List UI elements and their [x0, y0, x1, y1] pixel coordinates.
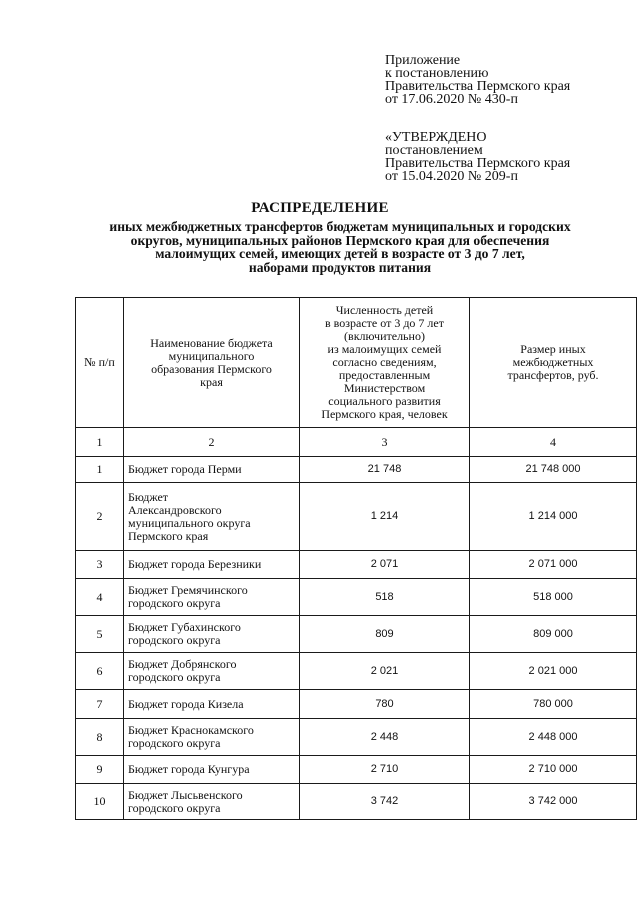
budget-name: [124, 483, 300, 551]
budget-name-line: Бюджет Краснокамского: [128, 723, 254, 737]
header-amount: [470, 298, 637, 428]
budget-name: [124, 579, 300, 616]
transfer-amount: 2 448 000: [470, 719, 637, 756]
header-name-line: образования Пермского: [151, 361, 272, 376]
approved-line: «УТВЕРЖДЕНО: [385, 130, 487, 145]
appendix-line: от 17.06.2020 № 430-п: [385, 92, 518, 107]
document-subtitle: [70, 220, 610, 274]
budget-name: [124, 551, 300, 579]
approved-block: [385, 131, 570, 183]
header-amount-line: межбюджетных: [512, 355, 594, 369]
budget-name-line: городского округа: [128, 670, 221, 684]
row-number: 3: [76, 551, 124, 579]
index-cell: 4: [470, 428, 637, 457]
header-children-line: Численность детей: [335, 303, 434, 317]
budget-name-line: Бюджет Добрянского: [128, 657, 237, 671]
appendix-line: к постановлению: [385, 66, 489, 81]
header-children: [300, 298, 470, 428]
approved-line: от 15.04.2020 № 209-п: [385, 169, 518, 184]
table-row: [76, 457, 637, 483]
budget-name-line: Бюджет города Кунгура: [128, 762, 250, 776]
budget-name-line: Бюджет Лысьвенского: [128, 787, 243, 802]
row-number: 1: [76, 457, 124, 483]
row-number: 5: [76, 616, 124, 653]
appendix-line: Приложение: [385, 53, 461, 68]
transfer-amount: 809 000: [470, 616, 637, 653]
budget-name-line: Бюджет: [128, 489, 169, 504]
subtitle-line: округов, муниципальных районов Пермского края для обеспечения: [130, 232, 550, 248]
subtitle-line: малоимущих семей, имеющих детей в возрасте от 3 до 7 лет,: [155, 246, 525, 261]
budget-name-line: Бюджет Гремячинского: [128, 583, 248, 597]
header-amount-line: трансфертов, руб.: [507, 368, 599, 382]
row-number: 4: [76, 579, 124, 616]
header-name-line: Наименование бюджета: [150, 335, 273, 350]
header-children-line: из малоимущих семей: [327, 342, 442, 356]
transfer-amount: 2 021 000: [470, 653, 637, 690]
budget-name-line: Пермского края: [128, 528, 209, 543]
subtitle-line: наборами продуктов питания: [248, 259, 432, 275]
row-number: 7: [76, 690, 124, 719]
children-count: 2 071: [300, 551, 470, 579]
table-row: [76, 719, 637, 756]
budget-name-line: городского округа: [128, 800, 221, 815]
approved-line: постановлением: [385, 143, 483, 158]
budget-name: [124, 653, 300, 690]
row-number: 8: [76, 719, 124, 756]
row-number: 10: [76, 784, 124, 820]
budget-name: [124, 457, 300, 483]
budget-name: [124, 719, 300, 756]
transfer-amount: 2 710 000: [470, 756, 637, 784]
budget-name-line: городского округа: [128, 736, 221, 750]
budget-name: [124, 690, 300, 719]
header-amount-line: Размер иных: [520, 342, 586, 356]
transfer-amount: 1 214 000: [470, 483, 637, 551]
budget-name-line: Бюджет города Березники: [128, 557, 262, 571]
header-name: [124, 298, 300, 428]
distribution-table: [75, 297, 637, 820]
table-index-row: [76, 428, 637, 457]
budget-name-line: городского округа: [128, 633, 221, 647]
children-count: 1 214: [300, 483, 470, 551]
header-children-line: Министерством: [343, 381, 426, 395]
appendix-block: [385, 54, 570, 106]
table-row: [76, 784, 637, 820]
budget-name: [124, 756, 300, 784]
transfer-amount: 518 000: [470, 579, 637, 616]
index-cell: 2: [124, 428, 300, 457]
index-cell: 3: [300, 428, 470, 457]
budget-name-line: Бюджет Губахинского: [128, 620, 241, 634]
children-count: 2 710: [300, 756, 470, 784]
table-row: [76, 616, 637, 653]
row-number: 2: [76, 483, 124, 551]
header-children-line: (включительно): [344, 329, 425, 343]
children-count: 21 748: [300, 457, 470, 483]
header-children-line: согласно сведениям,: [332, 355, 437, 369]
table-row: [76, 483, 637, 551]
header-num-text: № п/п: [84, 355, 115, 369]
header-children-line: предоставленным: [338, 368, 431, 382]
table-row: [76, 756, 637, 784]
appendix-line: Правительства Пермского края: [385, 79, 571, 94]
table-row: [76, 579, 637, 616]
children-count: 3 742: [300, 784, 470, 820]
children-count: 780: [300, 690, 470, 719]
table-row: [76, 653, 637, 690]
children-count: 809: [300, 616, 470, 653]
header-children-line: социального развития: [328, 394, 441, 408]
header-children-line: Пермского края, человек: [321, 407, 448, 421]
header-children-line: в возрасте от 3 до 7 лет: [325, 316, 444, 330]
row-number: 9: [76, 756, 124, 784]
table-header-row: [76, 298, 637, 428]
header-num: [76, 298, 124, 428]
children-count: 2 448: [300, 719, 470, 756]
budget-name: [124, 784, 300, 820]
transfer-amount: 2 071 000: [470, 551, 637, 579]
index-cell: 1: [76, 428, 124, 457]
transfer-amount: 3 742 000: [470, 784, 637, 820]
budget-name-line: муниципального округа: [128, 515, 251, 530]
budget-name-line: Александровского: [128, 502, 222, 517]
table-row: [76, 690, 637, 719]
table-row: [76, 551, 637, 579]
children-count: 518: [300, 579, 470, 616]
transfer-amount: 21 748 000: [470, 457, 637, 483]
budget-name: [124, 616, 300, 653]
transfer-amount: 780 000: [470, 690, 637, 719]
document-title: РАСПРЕДЕЛЕНИЕ: [251, 200, 389, 216]
approved-line: Правительства Пермского края: [385, 156, 571, 171]
children-count: 2 021: [300, 653, 470, 690]
budget-name-line: городского округа: [128, 596, 221, 610]
row-number: 6: [76, 653, 124, 690]
header-name-line: края: [200, 374, 223, 389]
budget-name-line: Бюджет города Перми: [128, 462, 242, 476]
budget-name-line: Бюджет города Кизела: [128, 696, 244, 711]
header-name-line: муниципального: [168, 348, 255, 363]
subtitle-line: иных межбюджетных трансфертов бюджетам муниципальных и городских: [109, 219, 571, 234]
